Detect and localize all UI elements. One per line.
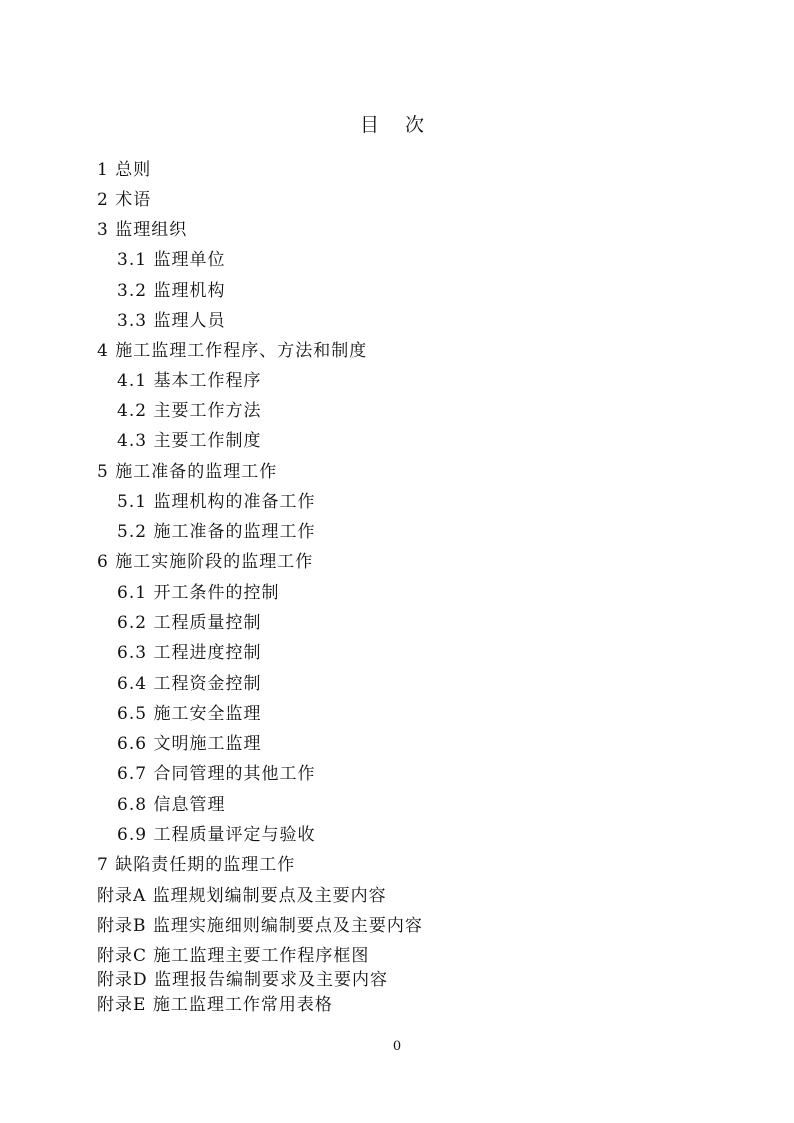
toc-entry-5-2: 5.2 施工准备的监理工作 [117,522,316,542]
toc-entry-5-1: 5.1 监理机构的准备工作 [117,492,316,512]
toc-entry-appendix-c: 附录C 施工监理主要工作程序框图 [97,946,370,966]
toc-entry-6-4: 6.4 工程资金控制 [117,674,262,694]
toc-entry-4: 4 施工监理工作程序、方法和制度 [97,341,368,361]
toc-entry-6-8: 6.8 信息管理 [117,795,226,815]
toc-entry-6-3: 6.3 工程进度控制 [117,643,262,663]
toc-entry-4-3: 4.3 主要工作制度 [117,431,262,451]
toc-entry-4-2: 4.2 主要工作方法 [117,401,262,421]
toc-entry-6-5: 6.5 施工安全监理 [117,704,262,724]
toc-entry-appendix-b: 附录B 监理实施细则编制要点及主要内容 [97,916,423,936]
toc-entry-6-1: 6.1 开工条件的控制 [117,583,280,603]
toc-entry-3-3: 3.3 监理人员 [117,311,226,331]
toc-entry-appendix-d: 附录D 监理报告编制要求及主要内容 [97,970,389,990]
toc-entry-6-2: 6.2 工程质量控制 [117,613,262,633]
toc-entry-3-1: 3.1 监理单位 [117,250,226,270]
toc-entry-appendix-e: 附录E 施工监理工作常用表格 [97,995,333,1015]
toc-entry-6-9: 6.9 工程质量评定与验收 [117,825,316,845]
toc-entry-7: 7 缺陷责任期的监理工作 [97,855,296,875]
toc-entry-4-1: 4.1 基本工作程序 [117,371,262,391]
toc-entry-6: 6 施工实施阶段的监理工作 [97,552,314,572]
toc-entry-6-7: 6.7 合同管理的其他工作 [117,764,316,784]
toc-entry-3-2: 3.2 监理机构 [117,281,226,301]
toc-entry-5: 5 施工准备的监理工作 [97,462,278,482]
page-number: 0 [392,1039,402,1054]
toc-entry-appendix-a: 附录A 监理规划编制要点及主要内容 [97,886,387,906]
toc-entry-6-6: 6.6 文明施工监理 [117,734,262,754]
toc-entry-3: 3 监理组织 [97,220,188,240]
toc-title: 目 次 [359,114,435,136]
toc-entry-1: 1 总则 [97,160,152,180]
toc-entry-2: 2 术语 [97,190,152,210]
